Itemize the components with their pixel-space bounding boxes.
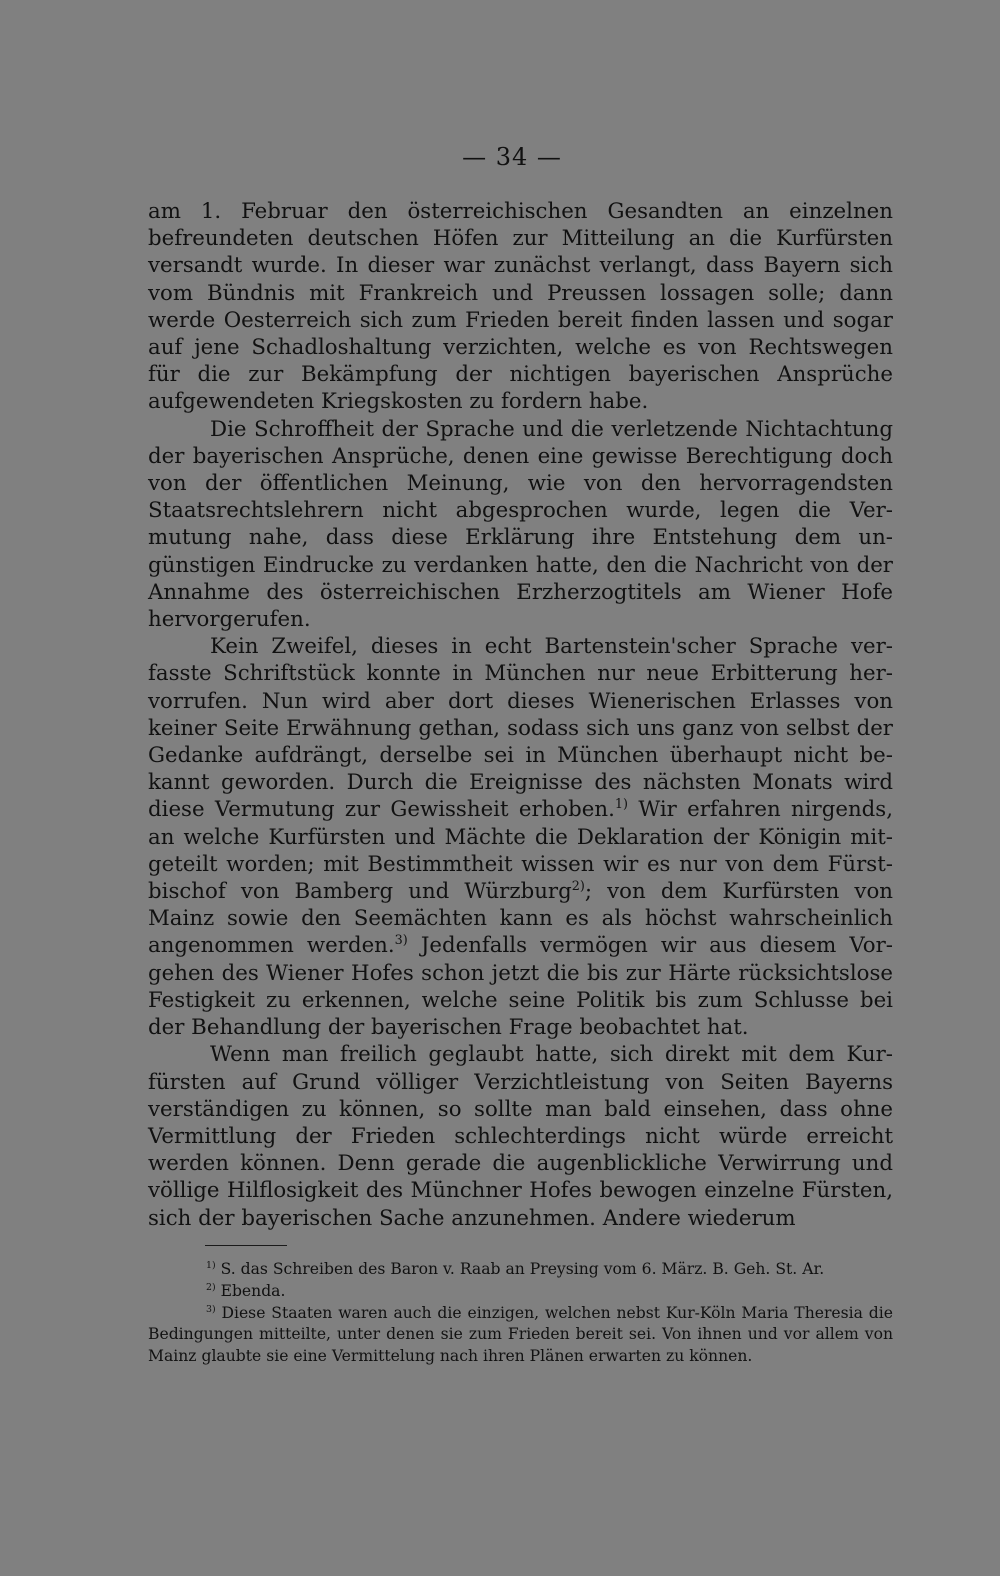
paragraph-1: [148, 198, 893, 416]
footnote-2-text: Ebenda.: [215, 1281, 286, 1300]
paragraph-4: [148, 1041, 893, 1231]
paragraph-4-text: Wenn man freilich geglaubt hatte, sich direkt mit dem Kurfürsten auf Grund völliger Verzichtleistung von Seiten Bayerns verständigen zu können, so sollte man bald einsehen, dass ohne Vermittlung der Frieden schlechterdings nicht würde erreicht werden können. Denn gerade die augenblickliche Verwirrung und völlige Hilflosigkeit des Münchner Hofes bewogen einzelne Fürsten, sich der bayerischen Sache anzunehmen. Andere wiederum: [148, 1042, 893, 1231]
paragraph-3-text-d: Jedenfalls vermögen wir aus diesem Vorgehen des Wiener Hofes schon jetzt die bis zur Härte rücksichtslose Festigkeit zu erkennen, welche seine Politik bis zum Schlusse bei der Behandlung der bayerischen Frage beobachtet hat.: [148, 933, 893, 1041]
footnote-divider: [205, 1245, 287, 1246]
footnote-3: [148, 1303, 893, 1368]
footnote-ref-2: 2): [571, 878, 585, 894]
footnote-3-text: Diese Staaten waren auch die einzigen, welchen nebst Kur-Köln Maria Theresia die Bedingungen mitteilte, unter denen sie zum Frieden bereit sei. Von ihnen und vor allem von Mainz glaubte sie eine Vermittelung nach ihren Plänen erwarten zu können.: [148, 1303, 893, 1366]
paragraph-1-text: am 1. Februar den österreichischen Gesandten an einzelnen befreundeten deutschen Höfen zur Mitteilung an die Kurfürsten versandt wurde. In dieser war zunächst verlangt, dass Bayern sich vom Bündnis mit Frankreich und Preussen lossagen solle; dann werde Oesterreich sich zum Frieden bereit finden lassen und sogar auf jene Schadloshaltung verzichten, welche es von Rechtswegen für die zur Bekämpfung der nichtigen bayerischen Ansprüche aufgewendeten Kriegskosten zu fordern habe.: [148, 199, 893, 415]
footnote-ref-1: 1): [614, 797, 629, 813]
paragraph-3-text-b: Wir erfahren nirgends, an welche Kurfürsten und Mächte die Deklaration der Königin mitgeteilt worden; mit Bestimmtheit wissen wir es nur von dem Fürstbischof von Bamberg und Würzburg: [148, 797, 893, 905]
body-text: [148, 198, 893, 1232]
paragraph-2-text: Die Schroffheit der Sprache und die verletzende Nichtachtung der bayerischen Ansprüche, denen eine gewisse Berechtigung doch von der öffentlichen Meinung, wie von den hervorragendsten Staatsrechtslehrern nicht abgesprochen wurde, legen die Vermutung nahe, dass diese Erklärung ihre Entstehung dem ungünstigen Eindrucke zu verdanken hatte, den die Nachricht von der Annahme des österreichischen Erzherzogtitels am Wiener Hofe hervorgerufen.: [148, 416, 893, 633]
footnote-2-mark: 2): [206, 1281, 216, 1293]
footnote-2: [148, 1281, 893, 1303]
footnotes: [148, 1259, 893, 1368]
footnote-1-mark: 1): [206, 1259, 216, 1271]
footnote-ref-3: 3): [394, 933, 408, 949]
paragraph-2: [148, 416, 893, 634]
paragraph-3-text-c: ; von dem Kurfürsten von Mainz sowie den Seemächten kann es als höchst wahrscheinlich angenommen werden.: [148, 879, 893, 959]
footnote-1-text: S. das Schreiben des Baron v. Raab an Preysing vom 6. März. B. Geh. St. Ar.: [215, 1260, 825, 1278]
page-number: — 34 —: [462, 143, 562, 171]
footnote-3-mark: 3): [206, 1303, 216, 1315]
footnote-1: [148, 1259, 893, 1281]
paragraph-3: [148, 633, 893, 1041]
paragraph-3-text-a: Kein Zweifel, dieses in echt Bartenstein'scher Sprache verfasste Schriftstück konnte in München nur neue Erbitterung hervorrufen. Nun wird aber dort dieses Wienerischen Erlasses von keiner Seite Erwähnung gethan, sodass sich uns ganz von selbst der Gedanke aufdrängt, derselbe sei in München überhaupt nicht bekannt geworden. Durch die Ereignisse des nächsten Monats wird diese Vermutung zur Gewissheit erhoben.: [148, 634, 893, 823]
